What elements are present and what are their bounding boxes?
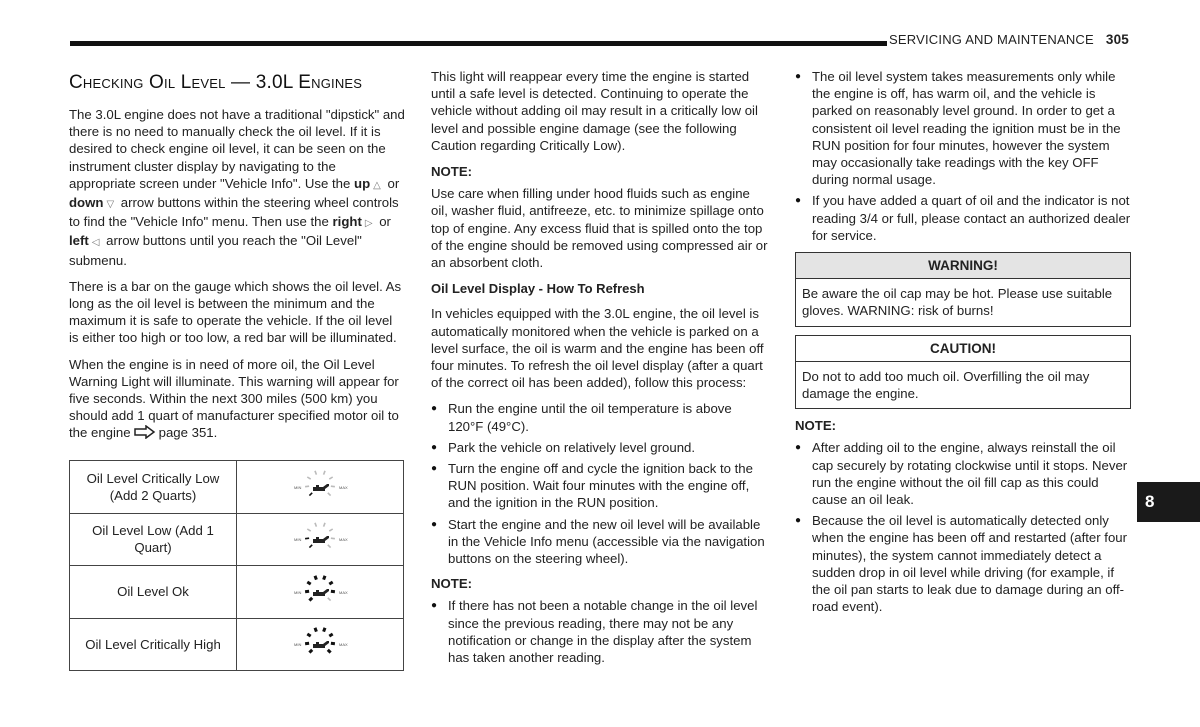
- gauge-min-label: MIN: [294, 484, 302, 490]
- note-heading: NOTE:: [431, 164, 473, 180]
- intro-text-c: arrow buttons within the steering wheel controls to find the "Vehicle Info" menu. Then use the: [69, 195, 399, 230]
- left-arrow-icon: ◁: [91, 237, 100, 249]
- gauge-segment: [307, 529, 310, 531]
- gauge-segment: [328, 492, 331, 495]
- gauge-segment: [324, 470, 325, 474]
- gauge-segment: [309, 545, 312, 548]
- gauge-max-label: MAX: [339, 484, 348, 490]
- gauge-segment: [305, 486, 309, 487]
- note-list: [795, 439, 1131, 615]
- list-item: ● If there has not been a notable change in the oil level since the previous reading, there may not be any notification or change in the display after the system has taken another reading.: [431, 597, 769, 666]
- list-item: ● Park the vehicle on relatively level ground.: [431, 439, 769, 456]
- list-item: ● Because the oil level is automatically detected only when the engine has been off and restarted (after four minutes), the system cannot immediately detect a sudden drop in oil level while driving (for example, if the oil pan starts to leak due to damage during an off-road event).: [795, 512, 1131, 615]
- column-2: [431, 68, 769, 674]
- warning-box: [795, 252, 1131, 327]
- caution-box: [795, 335, 1131, 410]
- gauge-segment: [329, 529, 332, 531]
- page-reference-link[interactable]: page 351.: [158, 425, 218, 441]
- oil-can-icon: [313, 641, 329, 648]
- table-row: [70, 461, 404, 514]
- gauge-segment: [324, 628, 325, 632]
- table-row: [70, 513, 404, 566]
- oil-gauge-cell: [237, 461, 404, 514]
- refresh-paragraph: In vehicles equipped with the 3.0L engine, the oil level is automatically monitored when the vehicle is parked on a level surface, the oil is warm and the engine has been off four minutes. To refresh the oil level display (after a quart of the correct oil has been added), follow this process:: [431, 306, 764, 391]
- column-3: [795, 68, 1131, 623]
- section-title: SERVICING AND MAINTENANCE: [889, 32, 1094, 47]
- gauge-segment: [331, 643, 335, 644]
- oil-gauge-icon: [280, 463, 360, 507]
- refresh-heading: Oil Level Display - How To Refresh: [431, 281, 645, 297]
- gauge-segment: [309, 650, 312, 653]
- chapter-tab[interactable]: 8: [1137, 482, 1200, 522]
- caution-body: Do not to add too much oil. Overfilling the oil may damage the engine.: [802, 368, 1090, 402]
- oil-gauge-cell: [237, 513, 404, 566]
- gauge-segment: [328, 545, 331, 548]
- reappear-paragraph: This light will reappear every time the engine is started until a safe level is detected. Continuing to operate the vehicle without adding oil may result in a critically low oil level and possible engine damage (see the following Caution regarding Critically Low).: [431, 69, 758, 153]
- down-arrow-icon: ▽: [106, 199, 115, 211]
- gauge-min-label: MIN: [294, 642, 302, 648]
- up-keyword: up: [354, 175, 371, 191]
- gauge-segment: [331, 538, 335, 539]
- gauge-segment: [331, 486, 335, 487]
- gauge-segment: [305, 643, 309, 644]
- gauge-segment: [331, 591, 335, 592]
- warning-heading: WARNING!: [796, 253, 1130, 279]
- intro-text-e: arrow buttons until you reach the "Oil Level" submenu.: [69, 233, 362, 268]
- up-arrow-icon: △: [373, 179, 381, 191]
- header-rule: [70, 41, 887, 46]
- gauge-segment: [315, 628, 316, 632]
- list-item: ● Turn the engine off and cycle the ignition back to the RUN position. Wait four minutes with the engine off, and the ignition in the RUN position.: [431, 460, 769, 512]
- intro-text-d: or: [375, 214, 391, 230]
- right-keyword: right: [332, 214, 362, 230]
- list-item: ● The oil level system takes measurements only while the engine is off, has warm oil, and the vehicle is parked on reasonably level ground. In order to get a consistent oil level reading the ignition must be in the RUN position for four minutes, however the system may occasionally take readings with the key OFF during normal usage.: [795, 68, 1131, 188]
- intro-text-a: The 3.0L engine does not have a traditional "dipstick" and there is no need to manually check the oil level. If it is desired to check engine oil level, it can be seen on the instrument cluster display by navigating to the appropriate screen under "Vehicle Info". Use the: [69, 107, 405, 191]
- list-item: ● Start the engine and the new oil level will be available in the Vehicle Info menu (accessible via the navigation buttons on the steering wheel).: [431, 516, 769, 568]
- gauge-segment: [307, 582, 310, 584]
- note-heading: NOTE:: [795, 418, 837, 434]
- gauge-segment: [309, 492, 312, 495]
- table-row: [70, 618, 404, 671]
- oil-gauge-icon: [280, 568, 360, 612]
- oil-level-label: Oil Level Low (Add 1 Quart): [70, 513, 237, 566]
- caution-heading: CAUTION!: [796, 336, 1130, 362]
- gauge-max-label: MAX: [339, 589, 348, 595]
- gauge-segment: [309, 597, 312, 600]
- list-item: ● If you have added a quart of oil and the indicator is not reading 3/4 or full, please contact an authorized dealer for service.: [795, 192, 1131, 244]
- note-body: Use care when filling under hood fluids such as engine oil, washer fluid, antifreeze, etc. to minimize spillage onto top of engine. Any excess fluid that is spilled onto the top of the engine should be removed using compressed air or an absorbent cloth.: [431, 186, 768, 271]
- oil-level-table: [69, 460, 404, 671]
- list-item: ● After adding oil to the engine, always reinstall the oil cap securely by rotating clockwise until it stops. Never run the engine without the oil fill cap as this could cause an oil leak.: [795, 439, 1131, 508]
- gauge-segment: [329, 582, 332, 584]
- gauge-segment: [328, 597, 331, 600]
- gauge-max-label: MAX: [339, 642, 348, 648]
- oil-can-icon: [313, 484, 329, 491]
- table-row: [70, 566, 404, 619]
- gauge-segment: [329, 634, 332, 636]
- oil-system-list: [795, 68, 1131, 244]
- gauge-min-label: MIN: [294, 537, 302, 543]
- running-head: [889, 31, 1129, 48]
- oil-can-icon: [313, 536, 329, 543]
- intro-text-b: or: [383, 175, 400, 191]
- page-number: 305: [1105, 32, 1129, 47]
- oil-can-icon: [313, 589, 329, 596]
- warning-light-text: When the engine is in need of more oil, the Oil Level Warning Light will illuminate. This warning will appear for five seconds. Within the next 300 miles (500 km) you should add 1 quart of manufacturer specified motor oil to the engine: [69, 356, 399, 441]
- gauge-segment: [315, 523, 316, 527]
- oil-level-label: Oil Level Critically High: [70, 618, 237, 671]
- warning-body: Be aware the oil cap may be hot. Please use suitable gloves. WARNING: risk of burns!: [802, 286, 1113, 319]
- right-arrow-icon: ▷: [364, 218, 373, 230]
- intro-paragraph: [69, 106, 405, 269]
- left-keyword: left: [69, 233, 89, 249]
- column-1: [69, 68, 405, 451]
- note-list: [431, 597, 769, 666]
- gauge-segment: [307, 477, 310, 479]
- gauge-paragraph: There is a bar on the gauge which shows the oil level. As long as the oil level is between the minimum and the maximum it is safe to operate the vehicle. If the oil level is either too high or too low, a red bar will be illuminated.: [69, 278, 402, 346]
- oil-level-label: Oil Level Ok: [70, 566, 237, 619]
- down-keyword: down: [69, 195, 104, 211]
- refresh-steps-list: [431, 400, 769, 567]
- gauge-segment: [315, 575, 316, 579]
- oil-gauge-cell: [237, 618, 404, 671]
- gauge-segment: [305, 591, 309, 592]
- gauge-min-label: MIN: [294, 589, 302, 595]
- gauge-segment: [315, 470, 316, 474]
- list-item: ● Run the engine until the oil temperature is above 120°F (49°C).: [431, 400, 769, 434]
- gauge-segment: [324, 523, 325, 527]
- oil-gauge-icon: [280, 515, 360, 559]
- page-title: Checking Oil Level — 3.0L Engines: [69, 72, 363, 93]
- oil-gauge-cell: [237, 566, 404, 619]
- gauge-segment: [305, 538, 309, 539]
- gauge-segment: [307, 634, 310, 636]
- gauge-segment: [329, 477, 332, 479]
- gauge-segment: [324, 575, 325, 579]
- note-heading: NOTE:: [431, 576, 473, 592]
- oil-level-label: Oil Level Critically Low (Add 2 Quarts): [70, 461, 237, 514]
- page-reference-arrow-icon: [134, 425, 156, 439]
- gauge-max-label: MAX: [339, 537, 348, 543]
- warning-light-paragraph: [69, 356, 405, 442]
- oil-gauge-icon: [280, 620, 360, 664]
- gauge-segment: [328, 650, 331, 653]
